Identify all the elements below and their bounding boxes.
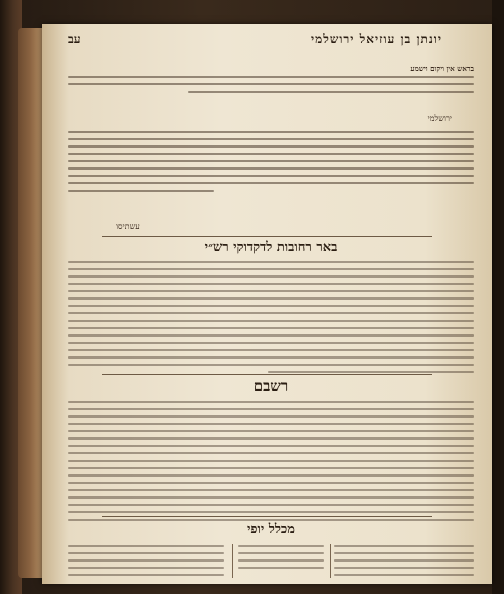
baer-text-block [68,258,474,376]
running-title: יונתן בן עוזיאל ירושלמי [310,32,442,46]
divider [102,374,432,375]
rashbam-section-title: רשבם [253,377,289,395]
rashbam-text-block [68,398,474,523]
yerushalmi-text-block [68,128,474,194]
targum-lines [68,73,474,95]
column-rule [232,544,233,578]
background-shadow [492,0,504,594]
baer-section-title: באר רחובות לדקדוקי רש״י [204,240,338,255]
column-rule [330,544,331,578]
mikhlal-section-title: מכלל יופי [247,522,295,537]
page-number: עב [68,32,81,46]
closing-tag: עשתיסו [116,222,140,231]
mikhlal-column-right [334,542,474,579]
targum-text-block [68,64,474,95]
mikhlal-column-left [68,542,224,579]
divider [102,236,432,237]
targum-opening-words: בראש אין ויקום וישמע [410,64,474,73]
divider [102,516,432,517]
mikhlal-column-middle [238,542,324,572]
running-header [68,32,472,50]
book-page [42,24,492,584]
yerushalmi-label: ירושלמי [427,114,452,123]
